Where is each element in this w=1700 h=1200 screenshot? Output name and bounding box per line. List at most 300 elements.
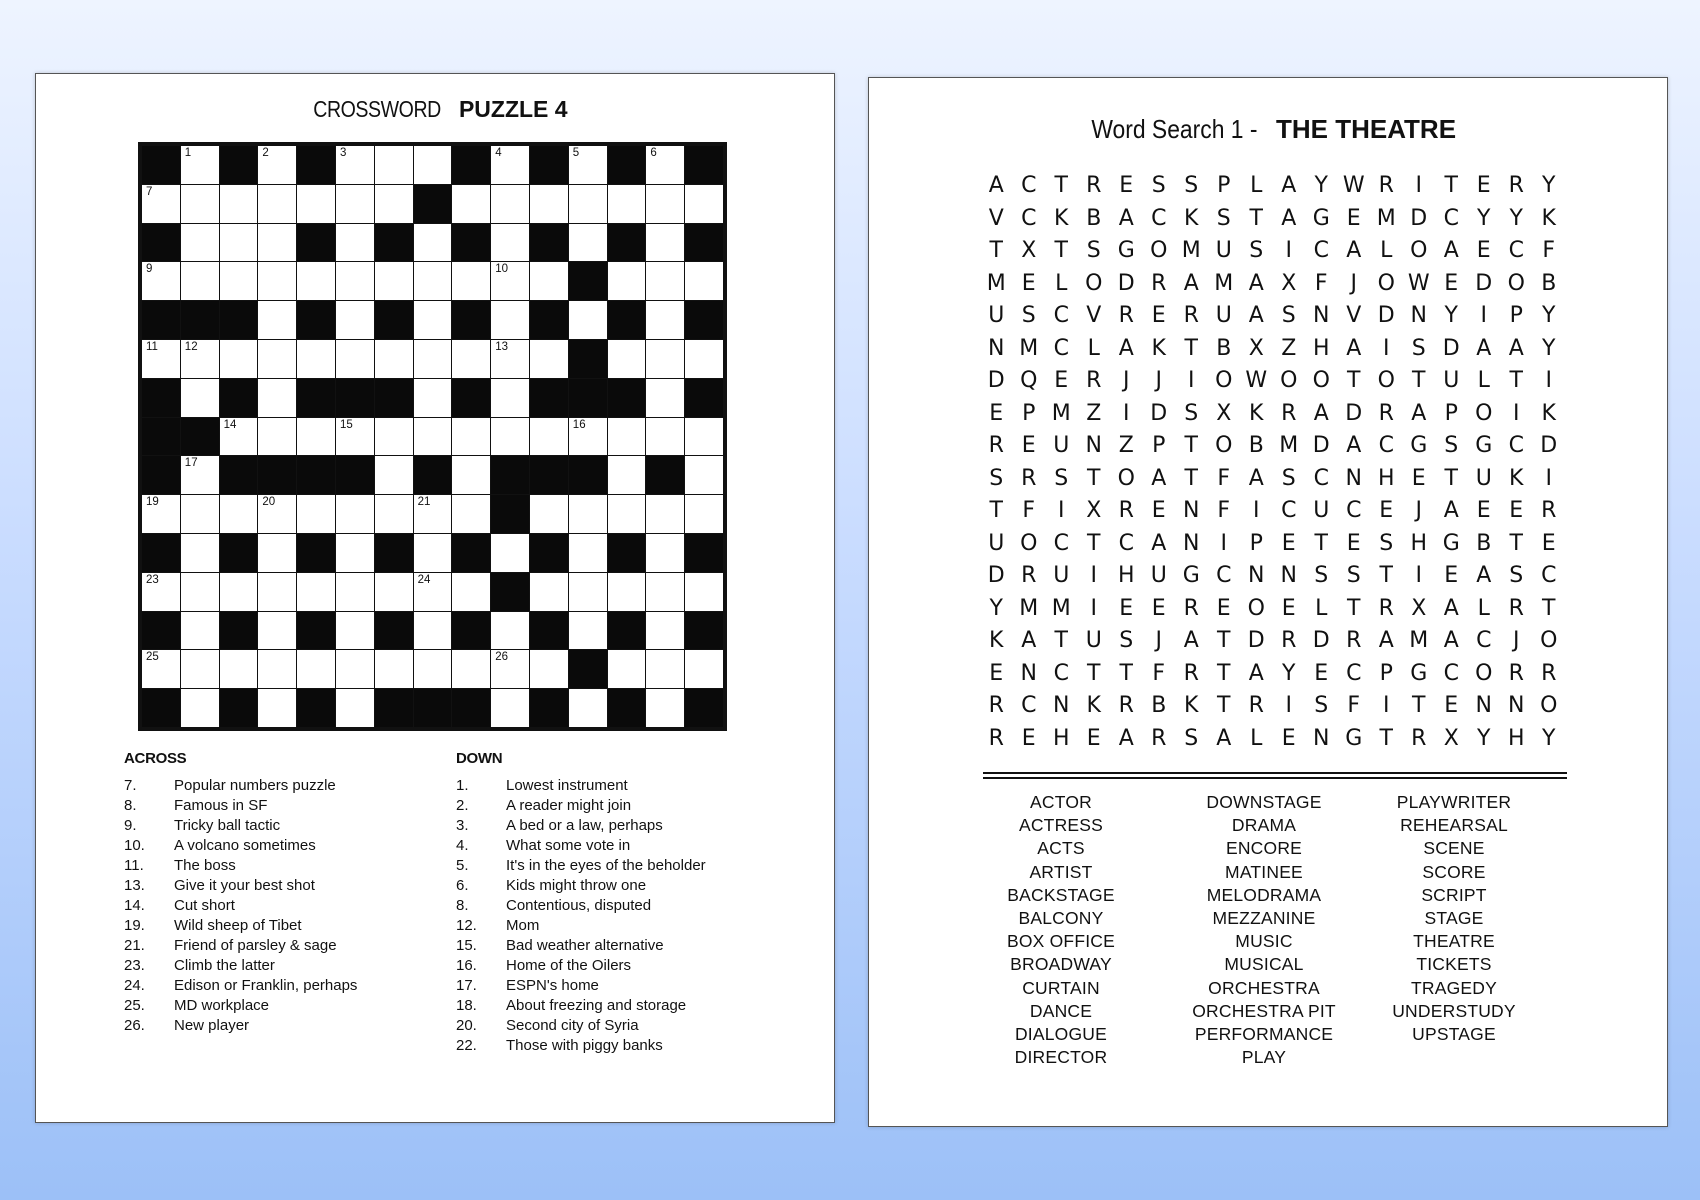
white-cell[interactable] [491,418,529,456]
wordsearch-letter[interactable]: A [1346,238,1362,263]
wordsearch-letter[interactable]: C [1313,238,1329,263]
white-cell[interactable] [142,340,180,378]
wordsearch-letter[interactable]: I [1285,238,1292,263]
wordsearch-letter[interactable]: C [1346,498,1362,523]
wordsearch-letter[interactable]: N [1020,660,1037,686]
wordsearch-letter[interactable]: S [1444,433,1459,458]
wordsearch-letter[interactable]: M [986,270,1006,296]
white-cell[interactable] [220,418,258,456]
white-cell[interactable] [297,650,335,688]
wordsearch-letter[interactable]: A [1151,530,1167,556]
wordsearch-letter[interactable]: R [1183,303,1199,328]
wordsearch-letter[interactable]: K [1541,205,1556,231]
white-cell[interactable] [646,650,684,688]
white-cell[interactable] [181,185,219,223]
wordsearch-letter[interactable]: R [1151,725,1167,751]
wordsearch-letter[interactable]: O [1377,270,1395,296]
wordsearch-letter[interactable]: A [1248,660,1264,686]
wordsearch-letter[interactable]: I [1545,465,1552,491]
wordsearch-letter[interactable]: A [1281,205,1297,231]
wordsearch-letter[interactable]: A [1118,725,1134,751]
wordsearch-letter[interactable]: E [1281,530,1296,556]
wordsearch-letter[interactable]: E [1444,693,1459,718]
white-cell[interactable] [375,650,413,688]
white-cell[interactable] [181,146,219,184]
white-cell[interactable] [646,185,684,223]
wordsearch-letter[interactable]: X [1281,270,1297,296]
white-cell[interactable] [297,185,335,223]
wordsearch-letter[interactable]: P [1217,173,1231,198]
white-cell[interactable] [258,495,296,533]
wordsearch-letter[interactable]: E [1411,465,1426,491]
wordsearch-letter[interactable]: R [1086,368,1102,393]
wordsearch-letter[interactable]: X [1086,498,1102,523]
wordsearch-letter[interactable]: T [1184,465,1198,491]
wordsearch-letter[interactable]: E [1151,498,1166,523]
wordsearch-letter[interactable]: C [1053,335,1069,361]
white-cell[interactable] [297,262,335,300]
white-cell[interactable] [569,612,607,650]
wordsearch-letter[interactable]: T [1119,660,1133,686]
wordsearch-letter[interactable]: T [989,238,1003,263]
wordsearch-letter[interactable]: L [1250,173,1263,198]
wordsearch-letter[interactable]: E [1216,595,1231,621]
wordsearch-letter[interactable]: I [1415,563,1422,588]
wordsearch-letter[interactable]: H [1117,563,1135,588]
white-cell[interactable] [685,185,723,223]
wordsearch-letter[interactable]: N [1183,498,1200,523]
wordsearch-letter[interactable]: T [1412,368,1426,393]
wordsearch-letter[interactable]: M [1181,238,1201,263]
wordsearch-letter[interactable]: L [1380,238,1393,263]
wordsearch-letter[interactable]: I [1188,368,1195,393]
wordsearch-letter[interactable]: G [1312,205,1330,231]
wordsearch-letter[interactable]: C [1508,433,1524,458]
wordsearch-letter[interactable]: D [1377,303,1395,328]
white-cell[interactable] [452,262,490,300]
white-cell[interactable] [569,418,607,456]
white-cell[interactable] [258,650,296,688]
wordsearch-letter[interactable]: T [1087,530,1101,556]
wordsearch-letter[interactable]: E [1476,238,1491,263]
white-cell[interactable] [530,495,568,533]
wordsearch-letter[interactable]: A [1411,400,1427,426]
white-cell[interactable] [336,573,374,611]
wordsearch-letter[interactable]: R [1346,628,1362,653]
wordsearch-letter[interactable]: B [1541,270,1557,296]
white-cell[interactable] [685,262,723,300]
wordsearch-letter[interactable]: D [1150,400,1168,426]
wordsearch-letter[interactable]: C [1281,498,1297,523]
white-cell[interactable] [452,573,490,611]
wordsearch-letter[interactable]: O [1020,530,1038,556]
wordsearch-letter[interactable]: E [1476,173,1491,198]
wordsearch-letter[interactable]: M [1409,628,1429,653]
wordsearch-letter[interactable]: D [987,563,1005,588]
wordsearch-letter[interactable]: N [1053,693,1070,718]
wordsearch-letter[interactable]: M [1214,270,1234,296]
white-cell[interactable] [491,689,529,727]
white-cell[interactable] [258,612,296,650]
white-cell[interactable] [530,262,568,300]
wordsearch-letter[interactable]: S [1119,628,1134,653]
wordsearch-letter[interactable]: O [1085,270,1103,296]
wordsearch-letter[interactable]: R [1541,660,1557,686]
wordsearch-letter[interactable]: R [988,693,1004,718]
wordsearch-letter[interactable]: H [1507,725,1525,751]
white-cell[interactable] [336,340,374,378]
wordsearch-letter[interactable]: C [1443,660,1459,686]
wordsearch-letter[interactable]: S [1281,303,1296,328]
wordsearch-letter[interactable]: D [1345,400,1363,426]
wordsearch-letter[interactable]: N [1313,303,1330,328]
wordsearch-letter[interactable]: C [1476,628,1492,653]
white-cell[interactable] [142,185,180,223]
white-cell[interactable] [452,418,490,456]
white-cell[interactable] [220,495,258,533]
white-cell[interactable] [181,456,219,494]
wordsearch-letter[interactable]: A [1346,335,1362,361]
white-cell[interactable] [646,301,684,339]
white-cell[interactable] [375,573,413,611]
wordsearch-letter[interactable]: E [1021,433,1036,458]
wordsearch-letter[interactable]: L [1477,595,1490,621]
wordsearch-letter[interactable]: O [1377,368,1395,393]
wordsearch-letter[interactable]: D [1312,628,1330,653]
wordsearch-letter[interactable]: S [1411,335,1426,361]
white-cell[interactable] [142,262,180,300]
wordsearch-letter[interactable]: M [1051,400,1071,426]
white-cell[interactable] [491,379,529,417]
wordsearch-letter[interactable]: O [1410,238,1428,263]
wordsearch-letter[interactable]: U [1443,368,1460,393]
white-cell[interactable] [258,534,296,572]
white-cell[interactable] [608,185,646,223]
white-cell[interactable] [181,379,219,417]
wordsearch-letter[interactable]: U [1475,465,1492,491]
wordsearch-letter[interactable]: T [1509,530,1523,556]
wordsearch-letter[interactable]: V [1346,303,1362,328]
wordsearch-letter[interactable]: X [1216,400,1232,426]
white-cell[interactable] [181,689,219,727]
white-cell[interactable] [608,573,646,611]
wordsearch-letter[interactable]: T [1347,595,1361,621]
wordsearch-letter[interactable]: S [989,465,1004,491]
wordsearch-letter[interactable]: U [1053,433,1070,458]
wordsearch-letter[interactable]: X [1411,595,1427,621]
wordsearch-letter[interactable]: F [1022,498,1036,523]
wordsearch-letter[interactable]: E [1151,595,1166,621]
wordsearch-letter[interactable]: A [1476,563,1492,588]
wordsearch-letter[interactable]: N [1280,563,1297,588]
wordsearch-letter[interactable]: H [1312,335,1330,361]
white-cell[interactable] [491,224,529,262]
wordsearch-letter[interactable]: O [1540,628,1558,653]
wordsearch-letter[interactable]: C [1021,205,1037,231]
wordsearch-letter[interactable]: C [1053,303,1069,328]
white-cell[interactable] [685,495,723,533]
white-cell[interactable] [452,340,490,378]
wordsearch-letter[interactable]: X [1021,238,1037,263]
wordsearch-letter[interactable]: E [1314,660,1329,686]
wordsearch-letter[interactable]: T [1379,563,1393,588]
wordsearch-letter[interactable]: D [1475,270,1493,296]
wordsearch-letter[interactable]: R [1183,660,1199,686]
wordsearch-letter[interactable]: K [1184,205,1199,231]
wordsearch-letter[interactable]: E [1346,205,1361,231]
white-cell[interactable] [220,573,258,611]
wordsearch-letter[interactable]: V [988,205,1004,231]
wordsearch-letter[interactable]: T [1379,725,1393,751]
wordsearch-letter[interactable]: M [1051,595,1071,621]
wordsearch-letter[interactable]: K [1086,693,1101,718]
white-cell[interactable] [258,146,296,184]
wordsearch-letter[interactable]: E [1444,563,1459,588]
white-cell[interactable] [646,379,684,417]
wordsearch-letter[interactable]: I [1253,498,1260,523]
wordsearch-letter[interactable]: O [1117,465,1135,491]
white-cell[interactable] [491,262,529,300]
wordsearch-letter[interactable]: E [1119,595,1134,621]
wordsearch-letter[interactable]: R [1151,270,1167,296]
wordsearch-letter[interactable]: W [1245,368,1268,393]
wordsearch-letter[interactable]: T [1054,628,1068,653]
wordsearch-letter[interactable]: T [1444,465,1458,491]
wordsearch-letter[interactable]: R [1541,498,1557,523]
white-cell[interactable] [569,689,607,727]
wordsearch-letter[interactable]: U [988,303,1005,328]
wordsearch-letter[interactable]: O [1280,368,1298,393]
wordsearch-letter[interactable]: U [988,530,1005,556]
wordsearch-letter[interactable]: D [987,368,1005,393]
wordsearch-letter[interactable]: N [1085,433,1102,458]
wordsearch-letter[interactable]: A [1248,270,1264,296]
wordsearch-letter[interactable]: A [1443,628,1459,653]
wordsearch-letter[interactable]: S [1281,465,1296,491]
white-cell[interactable] [258,185,296,223]
wordsearch-letter[interactable]: S [1314,563,1329,588]
wordsearch-letter[interactable]: F [1217,465,1231,491]
wordsearch-letter[interactable]: G [1410,660,1428,686]
wordsearch-letter[interactable]: P [1509,303,1523,328]
wordsearch-letter[interactable]: N [1248,563,1265,588]
wordsearch-letter[interactable]: J [1155,628,1162,653]
wordsearch-letter[interactable]: A [1313,400,1329,426]
wordsearch-letter[interactable]: U [1053,563,1070,588]
wordsearch-letter[interactable]: X [1443,725,1459,751]
wordsearch-letter[interactable]: P [1249,530,1263,556]
wordsearch-letter[interactable]: A [1443,498,1459,523]
white-cell[interactable] [646,495,684,533]
wordsearch-letter[interactable]: Y [1542,725,1556,751]
white-cell[interactable] [220,224,258,262]
wordsearch-letter[interactable]: M [1279,433,1299,458]
wordsearch-letter[interactable]: I [1220,530,1227,556]
wordsearch-letter[interactable]: T [989,498,1003,523]
wordsearch-letter[interactable]: L [1055,270,1068,296]
wordsearch-letter[interactable]: R [1086,173,1102,198]
wordsearch-letter[interactable]: H [1052,725,1070,751]
wordsearch-letter[interactable]: H [1377,465,1395,491]
wordsearch-letter[interactable]: Y [1542,335,1556,361]
wordsearch-letter[interactable]: I [1415,173,1422,198]
wordsearch-letter[interactable]: G [1117,238,1135,263]
wordsearch-letter[interactable]: N [988,335,1005,361]
white-cell[interactable] [220,185,258,223]
wordsearch-letter[interactable]: E [1346,530,1361,556]
wordsearch-letter[interactable]: M [1019,595,1039,621]
wordsearch-letter[interactable]: A [988,173,1004,198]
wordsearch-letter[interactable]: Y [1477,725,1491,751]
wordsearch-letter[interactable]: R [1021,563,1037,588]
white-cell[interactable] [646,418,684,456]
wordsearch-letter[interactable]: O [1475,660,1493,686]
wordsearch-letter[interactable]: G [1442,530,1460,556]
wordsearch-letter[interactable]: S [1086,238,1101,263]
wordsearch-letter[interactable]: A [1118,205,1134,231]
wordsearch-letter[interactable]: Y [989,595,1003,621]
white-cell[interactable] [220,262,258,300]
wordsearch-letter[interactable]: T [1087,465,1101,491]
wordsearch-letter[interactable]: T [1184,335,1198,361]
wordsearch-letter[interactable]: B [1476,530,1492,556]
white-cell[interactable] [452,185,490,223]
white-cell[interactable] [491,650,529,688]
white-cell[interactable] [569,185,607,223]
white-cell[interactable] [569,495,607,533]
wordsearch-letter[interactable]: D [1117,270,1135,296]
wordsearch-letter[interactable]: K [1509,465,1524,491]
wordsearch-letter[interactable]: E [1119,173,1134,198]
wordsearch-letter[interactable]: E [1509,498,1524,523]
white-cell[interactable] [375,146,413,184]
white-cell[interactable] [142,495,180,533]
wordsearch-letter[interactable]: S [1021,303,1036,328]
wordsearch-letter[interactable]: T [1249,205,1263,231]
wordsearch-letter[interactable]: A [1021,628,1037,653]
wordsearch-letter[interactable]: A [1248,303,1264,328]
wordsearch-letter[interactable]: G [1475,433,1493,458]
white-cell[interactable] [336,689,374,727]
wordsearch-letter[interactable]: J [1513,628,1520,653]
wordsearch-letter[interactable]: G [1345,725,1363,751]
wordsearch-letter[interactable]: K [1184,693,1199,718]
wordsearch-letter[interactable]: C [1021,693,1037,718]
wordsearch-letter[interactable]: L [1087,335,1100,361]
white-cell[interactable] [530,340,568,378]
white-cell[interactable] [569,573,607,611]
wordsearch-letter[interactable]: S [1054,465,1069,491]
wordsearch-letter[interactable]: L [1315,595,1328,621]
wordsearch-letter[interactable]: E [1541,530,1556,556]
wordsearch-letter[interactable]: T [1054,238,1068,263]
white-cell[interactable] [258,340,296,378]
wordsearch-letter[interactable]: S [1249,238,1264,263]
wordsearch-letter[interactable]: R [988,433,1004,458]
white-cell[interactable] [142,573,180,611]
wordsearch-letter[interactable]: R [1021,465,1037,491]
wordsearch-letter[interactable]: R [1378,595,1394,621]
wordsearch-letter[interactable]: N [1345,465,1362,491]
white-cell[interactable] [336,301,374,339]
white-cell[interactable] [258,301,296,339]
wordsearch-letter[interactable]: N [1508,693,1525,718]
wordsearch-letter[interactable]: V [1086,303,1102,328]
white-cell[interactable] [491,612,529,650]
wordsearch-letter[interactable]: P [1444,400,1458,426]
white-cell[interactable] [414,534,452,572]
white-cell[interactable] [646,689,684,727]
white-cell[interactable] [336,495,374,533]
wordsearch-letter[interactable]: O [1312,368,1330,393]
white-cell[interactable] [336,185,374,223]
wordsearch-letter[interactable]: A [1281,173,1297,198]
white-cell[interactable] [685,573,723,611]
wordsearch-letter[interactable]: K [1151,335,1166,361]
wordsearch-letter[interactable]: F [1314,270,1328,296]
wordsearch-letter[interactable]: B [1248,433,1264,458]
wordsearch-letter[interactable]: J [1350,270,1357,296]
wordsearch-letter[interactable]: L [1477,368,1490,393]
wordsearch-letter[interactable]: O [1507,270,1525,296]
white-cell[interactable] [646,340,684,378]
wordsearch-letter[interactable]: Y [1542,173,1556,198]
white-cell[interactable] [297,573,335,611]
white-cell[interactable] [414,418,452,456]
white-cell[interactable] [142,650,180,688]
white-cell[interactable] [375,418,413,456]
wordsearch-letter[interactable]: E [1476,498,1491,523]
white-cell[interactable] [646,612,684,650]
wordsearch-letter[interactable]: J [1415,498,1422,523]
white-cell[interactable] [685,340,723,378]
wordsearch-letter[interactable]: Z [1118,433,1134,458]
wordsearch-letter[interactable]: B [1086,205,1102,231]
wordsearch-letter[interactable]: P [1152,433,1166,458]
wordsearch-letter[interactable]: S [1379,530,1394,556]
wordsearch-letter[interactable]: C [1378,433,1394,458]
wordsearch-letter[interactable]: E [1021,270,1036,296]
white-cell[interactable] [336,650,374,688]
wordsearch-letter[interactable]: A [1183,628,1199,653]
wordsearch-letter[interactable]: R [1183,595,1199,621]
wordsearch-letter[interactable]: T [1054,173,1068,198]
wordsearch-letter[interactable]: F [1347,693,1361,718]
wordsearch-letter[interactable]: S [1346,563,1361,588]
wordsearch-letter[interactable]: S [1509,563,1524,588]
wordsearch-letter[interactable]: E [1444,270,1459,296]
wordsearch-letter[interactable]: C [1216,563,1232,588]
wordsearch-letter[interactable]: I [1383,335,1390,361]
wordsearch-letter[interactable]: C [1053,530,1069,556]
white-cell[interactable] [297,418,335,456]
wordsearch-letter[interactable]: C [1021,173,1037,198]
wordsearch-letter[interactable]: E [1281,595,1296,621]
wordsearch-letter[interactable]: T [1087,660,1101,686]
wordsearch-letter[interactable]: C [1541,563,1557,588]
white-cell[interactable] [530,418,568,456]
white-cell[interactable] [646,573,684,611]
wordsearch-letter[interactable]: N [1475,693,1492,718]
wordsearch-letter[interactable]: Y [1509,205,1523,231]
wordsearch-letter[interactable]: T [1444,173,1458,198]
wordsearch-letter[interactable]: R [1378,400,1394,426]
wordsearch-letter[interactable]: D [1540,433,1558,458]
wordsearch-letter[interactable]: U [1215,238,1232,263]
white-cell[interactable] [181,262,219,300]
wordsearch-letter[interactable]: P [1379,660,1393,686]
wordsearch-letter[interactable]: I [1090,563,1097,588]
